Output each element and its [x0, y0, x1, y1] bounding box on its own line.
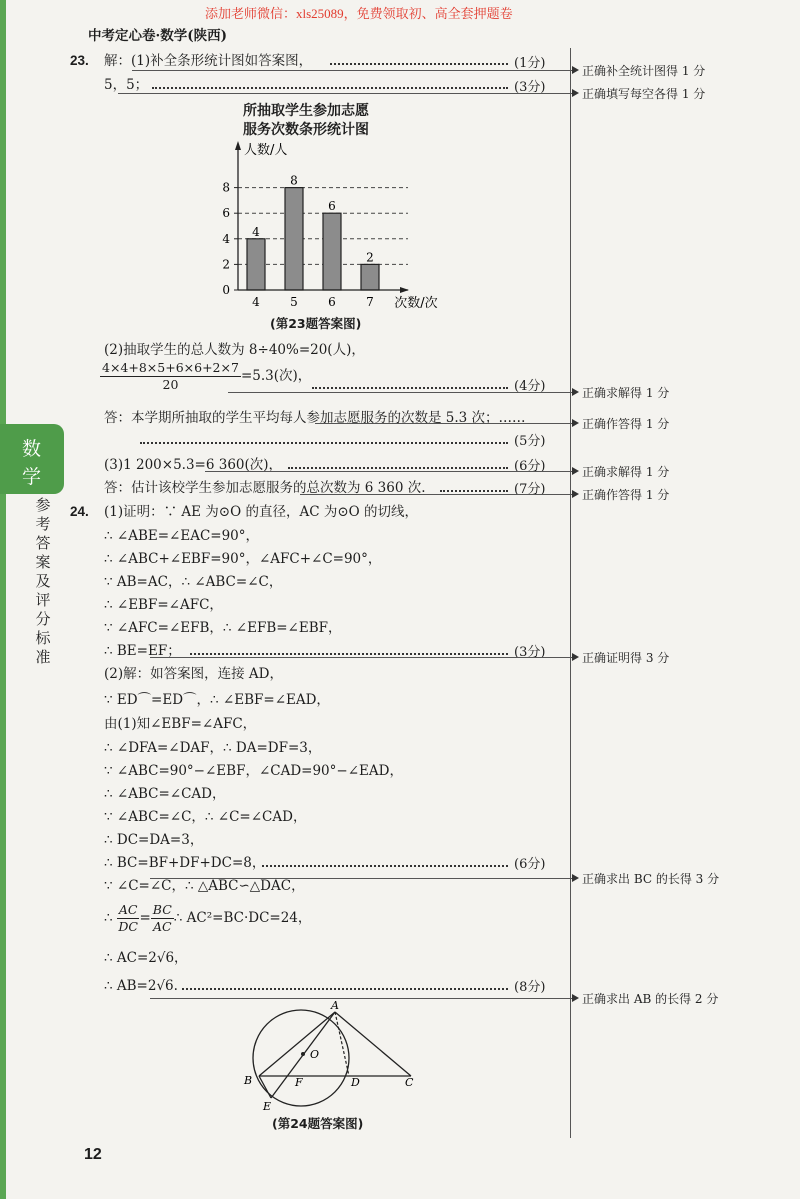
- section-label-char: 案: [35, 553, 51, 571]
- q24-score-1: (3分): [514, 645, 546, 660]
- y-tick-label: 4: [222, 231, 230, 246]
- q24-line: ∴ ∠ABE=∠EAC=90°，: [104, 528, 260, 544]
- dot-leader: [140, 442, 508, 444]
- q23-line-6: 答：估计该校学生参加志愿服务的总次数为 6 360 次.: [104, 480, 426, 496]
- margin-note: 正确作答得 1 分: [582, 417, 670, 431]
- chart-title-line-1: 所抽取学生参加志愿: [243, 103, 369, 119]
- fraction-denominator: 20: [162, 377, 179, 392]
- dot-leader: [330, 63, 508, 65]
- q24-score-3: (8分): [514, 980, 546, 995]
- x-tick-label: 6: [328, 295, 336, 309]
- arrow-icon: [572, 419, 579, 427]
- q24-line: ∴ ∠EBF=∠AFC，: [104, 597, 223, 613]
- q24-line: 由(1)知∠EBF=∠AFC，: [104, 716, 257, 732]
- q23-number: 23.: [70, 53, 89, 68]
- q23-line-5: (3)1 200×5.3=6 360(次)，: [104, 457, 283, 473]
- watermark: 添加老师微信：xls25089，免费领取初、高全套押题卷: [205, 6, 513, 21]
- q24-line: ∵ ∠ABC=∠C，∴ ∠C=∠CAD，: [104, 809, 307, 825]
- center-dot: [301, 1052, 305, 1056]
- q23-score-5: (6分): [514, 459, 546, 474]
- section-label-char: 标: [35, 629, 51, 647]
- x-axis-label: 次数/次: [394, 296, 438, 311]
- q24-line: ∴ DC=DA=3，: [104, 832, 204, 848]
- y-tick-label: 0: [222, 283, 230, 297]
- margin-note: 正确证明得 3 分: [582, 651, 670, 665]
- note-leader: [132, 70, 572, 71]
- section-label-char: 评: [35, 591, 51, 609]
- label-f: F: [295, 1076, 303, 1089]
- q24-line: ∵ ∠AFC=∠EFB，∴ ∠EFB=∠EBF，: [104, 620, 342, 636]
- q24-score-2: (6分): [514, 857, 546, 872]
- q23-line-3: (2)抽取学生的总人数为 8÷40%=20(人)，: [104, 342, 365, 358]
- q23-score-4: (5分): [514, 434, 546, 449]
- margin-note: 正确求出 AB 的长得 2 分: [582, 992, 719, 1006]
- fraction-result: =5.3(次)，: [240, 368, 312, 384]
- arrow-icon: [572, 388, 579, 396]
- ratio-fraction-2: [151, 902, 174, 935]
- q23-score-3: (4分): [514, 379, 546, 394]
- q23-score-6: (7分): [514, 482, 546, 497]
- y-tick-label: 6: [222, 206, 230, 221]
- x-tick-label: 5: [290, 295, 298, 309]
- q23-line-4: 答：本学期所抽取的学生平均每人参加志愿服务的次数是 5.3 次；……: [104, 410, 526, 426]
- q24-line: ∴ ∠ABC+∠EBF=90°，∠AFC+∠C=90°，: [104, 551, 382, 567]
- label-c: C: [405, 1076, 414, 1089]
- dot-leader: [312, 387, 508, 389]
- q24-number: 24.: [70, 504, 89, 519]
- margin-note: 正确填写每空各得 1 分: [582, 87, 706, 101]
- y-tick-label: 8: [222, 180, 230, 195]
- section-label-char: 及: [35, 572, 51, 590]
- dot-leader: [182, 988, 508, 990]
- q24-line: ∴ BE=EF；: [104, 643, 181, 659]
- q23-line-2: 5，5；: [104, 77, 149, 93]
- q24-line: ∴ BC=BF+DF+DC=8，: [104, 855, 266, 871]
- note-leader: [150, 657, 572, 658]
- circle-figure: [235, 1000, 435, 1112]
- arrow-icon: [572, 994, 579, 1002]
- note-leader: [228, 392, 572, 393]
- left-edge-bar: [0, 0, 6, 1199]
- arrow-icon: [572, 66, 579, 74]
- equals-sign: =: [139, 910, 151, 926]
- arrow-icon: [572, 490, 579, 498]
- q23-score-2: (3分): [514, 80, 546, 95]
- dot-leader: [440, 490, 508, 492]
- q24-line: (2)解：如答案图，连接 AD，: [104, 666, 283, 682]
- x-tick-label: 7: [366, 295, 374, 309]
- ratio-conclusion: ∴ AC²=BC·DC=24，: [173, 910, 312, 926]
- average-fraction: [100, 360, 241, 393]
- chart-title-line-2: 服务次数条形统计图: [243, 122, 369, 138]
- q24-line: ∵ ∠ABC=90°−∠EBF，∠CAD=90°−∠EAD，: [104, 763, 403, 779]
- q24-line: (1)证明：∵ AE 为⊙O 的直径，AC 为⊙O 的切线，: [104, 504, 419, 520]
- dot-leader: [152, 87, 508, 89]
- label-o: O: [310, 1048, 320, 1061]
- fraction-denominator: DC: [118, 919, 138, 934]
- q24-line: ∵ ∠C=∠C，∴ △ABC∽△DAC，: [104, 878, 305, 894]
- bar: [285, 188, 303, 290]
- dot-leader: [190, 653, 508, 655]
- fraction-numerator: 4×4+8×5+6×6+2×7: [102, 360, 239, 375]
- label-a: A: [331, 1000, 339, 1012]
- fraction-numerator: AC: [118, 902, 138, 917]
- bar-chart: [210, 138, 470, 313]
- q24-line: ∵ AB=AC，∴ ∠ABC=∠C，: [104, 574, 283, 590]
- note-leader: [300, 494, 572, 495]
- q24-line: ∴ ∠ABC=∠CAD，: [104, 786, 226, 802]
- label-b: B: [244, 1074, 253, 1087]
- running-header: 中考定心卷·数学(陕西): [88, 28, 227, 44]
- fraction-numerator: BC: [152, 902, 172, 917]
- bar-value-label: 2: [366, 250, 374, 265]
- bar-value-label: 4: [252, 224, 260, 239]
- dot-leader: [262, 865, 508, 867]
- bar-value-label: 6: [328, 199, 336, 214]
- q23-fraction-line: [100, 360, 311, 393]
- q24-ratio-line: [104, 902, 311, 935]
- y-axis-label: 人数/人: [244, 143, 288, 158]
- note-leader: [150, 998, 572, 999]
- margin-note: 正确补全统计图得 1 分: [582, 64, 706, 78]
- segment-be: [259, 1076, 271, 1098]
- bar: [361, 264, 379, 290]
- section-label-char: 答: [35, 534, 51, 552]
- chart-caption: (第23题答案图): [270, 316, 362, 331]
- label-d: D: [351, 1076, 360, 1089]
- q23-score-1: (1分): [514, 56, 546, 71]
- y-axis-arrow: [235, 141, 241, 150]
- note-leader: [205, 471, 572, 472]
- therefore-symbol: ∴: [104, 910, 117, 926]
- subject-tab: [0, 424, 64, 494]
- q23-line-1: 解：(1)补全条形统计图如答案图，: [104, 53, 313, 69]
- arrow-icon: [572, 467, 579, 475]
- section-label: [33, 496, 53, 667]
- q24-line: ∴ AB=2√6.: [104, 978, 178, 994]
- ratio-fraction-1: [117, 902, 140, 935]
- arrow-icon: [572, 874, 579, 882]
- note-leader: [150, 878, 572, 879]
- section-label-char: 参: [35, 496, 51, 514]
- note-leader: [118, 93, 572, 94]
- x-axis-arrow: [400, 287, 409, 293]
- dot-leader: [288, 467, 508, 469]
- y-tick-label: 2: [222, 257, 230, 272]
- margin-note: 正确求解得 1 分: [582, 386, 670, 400]
- margin-note: 正确求解得 1 分: [582, 465, 670, 479]
- margin-rule: [570, 48, 571, 1138]
- note-leader: [315, 423, 572, 424]
- q24-line: ∴ ∠DFA=∠DAF，∴ DA=DF=3，: [104, 740, 322, 756]
- margin-note: 正确作答得 1 分: [582, 488, 670, 502]
- q24-line: ∴ AC=2√6，: [104, 950, 188, 966]
- arrow-icon: [572, 653, 579, 661]
- arrow-icon: [572, 89, 579, 97]
- fraction-denominator: AC: [152, 919, 172, 934]
- bar: [247, 239, 265, 290]
- page-number: 12: [84, 1146, 102, 1163]
- figure-caption: (第24题答案图): [272, 1116, 364, 1131]
- section-label-char: 分: [35, 610, 51, 628]
- section-label-char: 考: [35, 515, 51, 533]
- bar-value-label: 8: [290, 173, 298, 188]
- q24-line: ∵ ED⌒=ED⌒，∴ ∠EBF=∠EAD，: [104, 692, 330, 708]
- bar: [323, 213, 341, 290]
- subject-tab-char-2: 学: [22, 466, 42, 488]
- margin-note: 正确求出 BC 的长得 3 分: [582, 872, 720, 886]
- subject-tab-char-1: 数: [22, 438, 42, 460]
- label-e: E: [263, 1100, 272, 1112]
- section-label-char: 准: [35, 648, 51, 666]
- x-tick-label: 4: [252, 295, 260, 309]
